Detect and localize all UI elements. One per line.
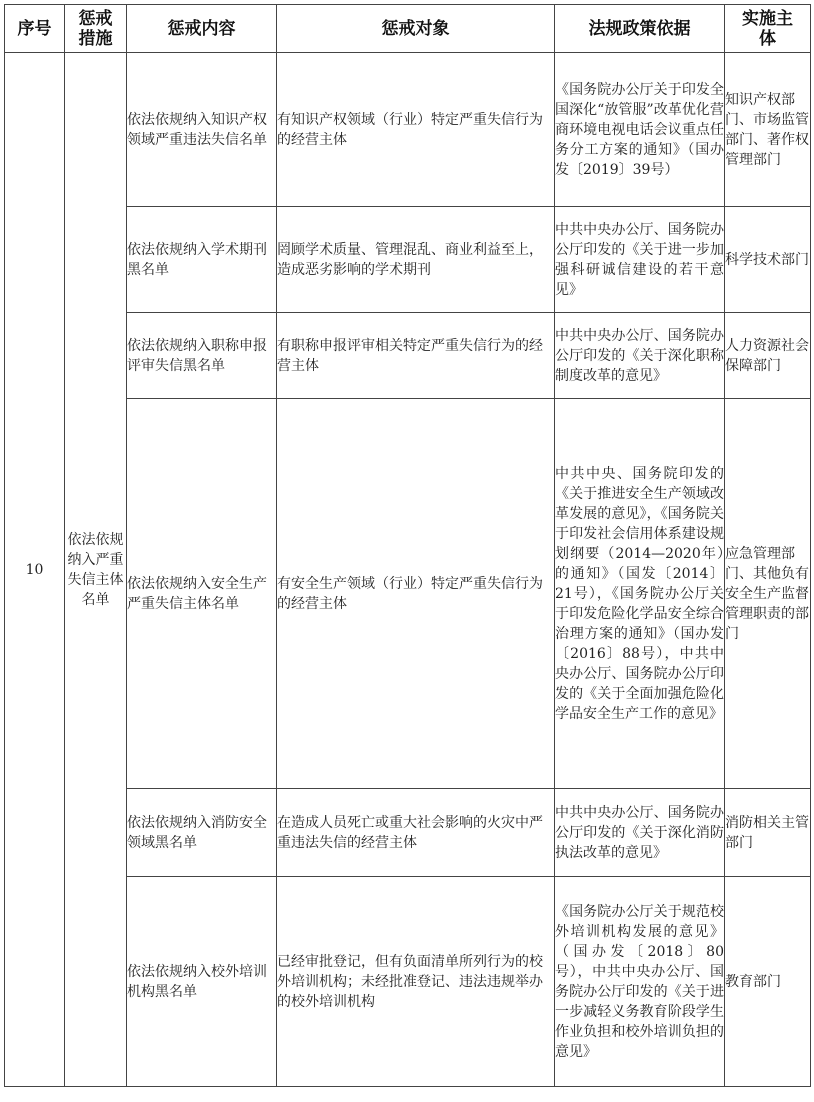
implementer-cell: 教育部门	[725, 877, 811, 1087]
content-cell: 依法依规纳入职称申报评审失信黑名单	[127, 313, 277, 399]
basis-cell: 中共中央办公厅、国务院办公厅印发的《关于深化职称制度改革的意见》	[555, 313, 725, 399]
implementer-cell: 知识产权部门、市场监管部门、著作权管理部门	[725, 53, 811, 207]
header-content: 惩戒内容	[127, 5, 277, 53]
target-cell: 有知识产权领域（行业）特定严重失信行为的经营主体	[277, 53, 555, 207]
header-implementer	[725, 5, 811, 53]
content-cell: 依法依规纳入消防安全领域黑名单	[127, 789, 277, 877]
punishment-table	[4, 4, 811, 1087]
content-cell: 依法依规纳入安全生产严重失信主体名单	[127, 399, 277, 789]
target-cell: 罔顾学术质量、管理混乱、商业利益至上，造成恶劣影响的学术期刊	[277, 207, 555, 313]
basis-cell: 中共中央办公厅、国务院办公厅印发的《关于深化消防执法改革的意见》	[555, 789, 725, 877]
target-cell: 已经审批登记，但有负面清单所列行为的校外培训机构；未经批准登记、违法违规举办的校外培训机构	[277, 877, 555, 1087]
content-cell: 依法依规纳入校外培训机构黑名单	[127, 877, 277, 1087]
header-measure-text: 惩戒措施	[78, 8, 113, 49]
content-cell: 依法依规纳入知识产权领域严重违法失信名单	[127, 53, 277, 207]
table-row	[5, 53, 811, 207]
header-seq: 序号	[5, 5, 65, 53]
header-row	[5, 5, 811, 53]
header-measure	[65, 5, 127, 53]
target-cell: 在造成人员死亡或重大社会影响的火灾中严重违法失信的经营主体	[277, 789, 555, 877]
implementer-cell: 消防相关主管部门	[725, 789, 811, 877]
target-cell: 有安全生产领域（行业）特定严重失信行为的经营主体	[277, 399, 555, 789]
basis-cell: 《国务院办公厅关于印发全国深化“放管服”改革优化营商环境电视电话会议重点任务分工方案的通知》（国办发〔2019〕39号）	[555, 53, 725, 207]
header-basis: 法规政策依据	[555, 5, 725, 53]
seq-cell: 10	[5, 53, 65, 1087]
implementer-cell: 应急管理部门、其他负有安全生产监督管理职责的部门	[725, 399, 811, 789]
measure-cell: 依法依规纳入严重失信主体名单	[65, 53, 127, 1087]
implementer-cell: 科学技术部门	[725, 207, 811, 313]
header-target: 惩戒对象	[277, 5, 555, 53]
basis-cell: 中共中央、国务院印发的《关于推进安全生产领域改革发展的意见》，《国务院关于印发社会信用体系建设规划纲要（2014—2020年）的通知》（国发〔2014〕21号），《国务院办公厅关于印发危险化学品安全综合治理方案的通知》（国办发〔2016〕88号），中共中央办公厅、国务院办公厅印发的《关于全面加强危险化学品安全生产工作的意见》	[555, 399, 725, 789]
basis-cell: 《国务院办公厅关于规范校外培训机构发展的意见》（国办发〔2018〕80号），中共中央办公厅、国务院办公厅印发的《关于进一步减轻义务教育阶段学生作业负担和校外培训负担的意见》	[555, 877, 725, 1087]
target-cell: 有职称申报评审相关特定严重失信行为的经营主体	[277, 313, 555, 399]
content-cell: 依法依规纳入学术期刊黑名单	[127, 207, 277, 313]
implementer-cell: 人力资源社会保障部门	[725, 313, 811, 399]
header-implementer-text: 实施主体	[742, 8, 793, 49]
basis-cell: 中共中央办公厅、国务院办公厅印发的《关于进一步加强科研诚信建设的若干意见》	[555, 207, 725, 313]
